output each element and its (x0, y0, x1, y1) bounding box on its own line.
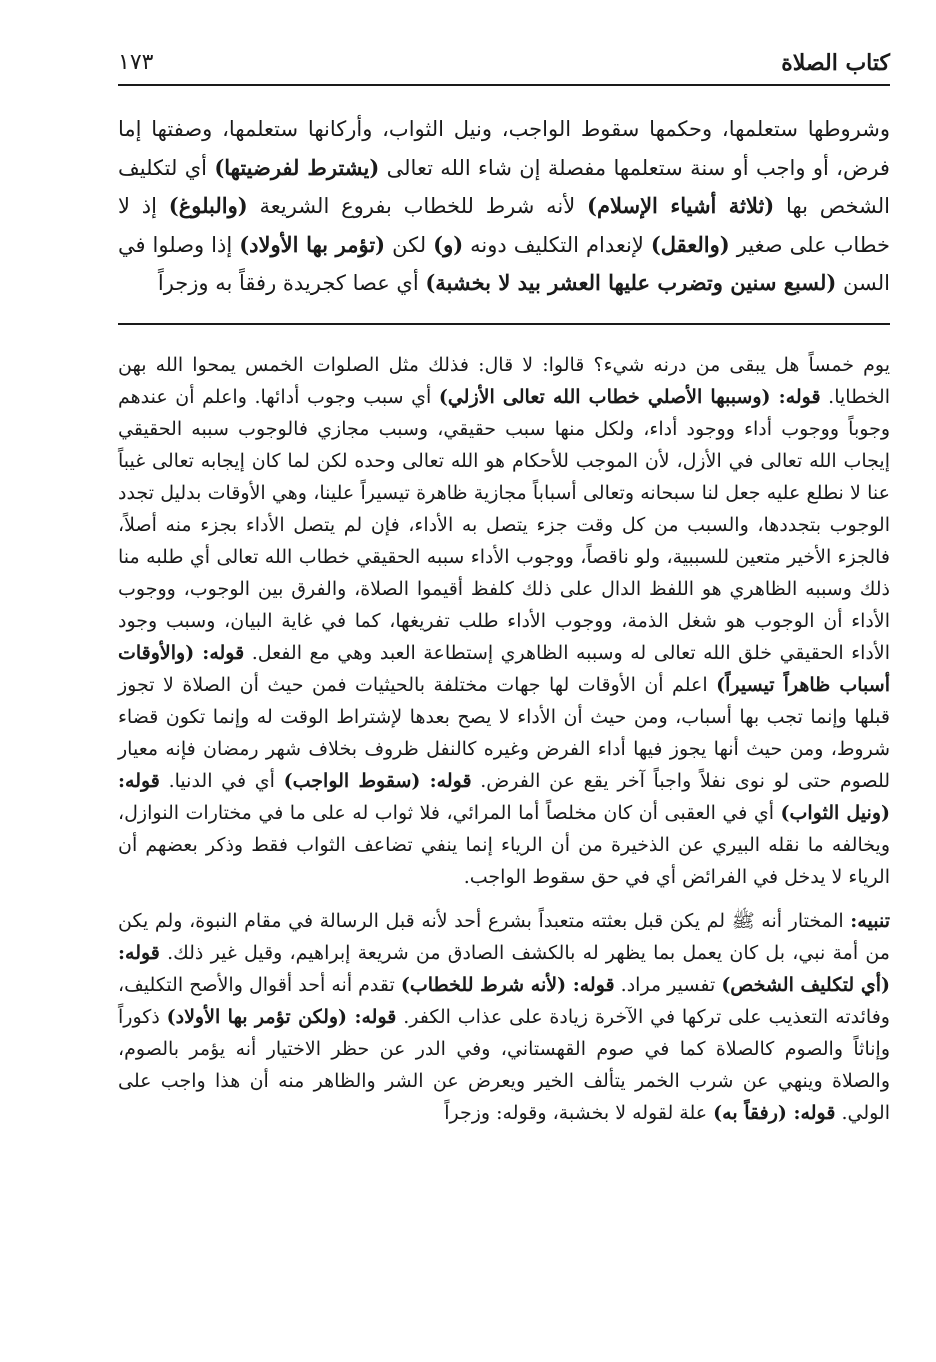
main-text-segment: وشروطها ستعلمها، وحكمها سقوط الواجب، ونيل الثواب، وأركانها ستعلمها، وصفتها إما فرض، أو واجب أو سنة ستعلمها مفصلة إن شاء الله تعالى (118, 117, 890, 180)
main-text-bold-phrase: (تؤمر بها الأولاد) (239, 231, 386, 257)
main-text-bold-phrase: (يشترط لفرضيتها) (214, 154, 380, 180)
commentary-bold-phrase: قوله: (أي لتكليف الشخص) (118, 941, 890, 996)
commentary-segment: المختار أنه ﷺ لم يكن قبل بعثته متعبداً بشرع أحد لأنه قبل الرسالة في مقام النبوة، ولم يكن من أمة نبي، بل كان يعمل بما يظهر له بالكشف الصادق من شريعة إبراهيم، وقيل غير ذلك. (118, 909, 890, 964)
main-text-segment: أي عصا كجريدة رفقاً به وزجراً (157, 271, 426, 295)
main-text (118, 110, 890, 303)
commentary-segment: اعلم أن الأوقات لها جهات مختلفة بالحيثيات فمن حيث أن الصلاة لا تجوز قبلها وإنما تجب بها أسباب، ومن حيث أن الأداء لا يصح بعدها لإشتراط الوقت له وإنما تكون قضاء شروط، ومن حيث أنها يجوز فيها أداء الفرض وغيره كالنفل ظروف بخلاف شهر رمضان فإنه معيار للصوم حتى لو نوى نفلاً واجباً آخر يقع عن الفرض. (118, 673, 891, 792)
commentary-bold-phrase: قوله: (رفقاً به) (713, 1101, 836, 1124)
commentary-bold-phrase: قوله: (والأوقات أسباب ظاهراً تيسيراً) (118, 641, 890, 696)
commentary-segment: أي في الدنيا. (159, 769, 284, 792)
page-number: ١٧٣ (118, 50, 154, 75)
commentary-bold-phrase: تنبيه: (850, 909, 890, 932)
main-text-segment: إذ لا خطاب على صغير (118, 194, 891, 257)
main-text-segment: أي لتكليف الشخص بها (118, 155, 891, 218)
commentary-bold-phrase: قوله: (ولكن تؤمر بها الأولاد) (166, 1005, 397, 1028)
commentary-segment: علة لقوله لا بخشبة، وقوله: وزجراً (444, 1101, 714, 1124)
commentary-segment: أي سبب وجوب أدائها. واعلم أن عندهم وجوباً ووجوب أداء ووجود أداء، ولكل منها سبب حقيقي، وسبب مجازي فالوجوب سببه الحقيقي إيجاب الله تعالى في الأزل، لأن الموجب للأحكام هو الله تعالى وحده لكن لما كان إيجابه تعالى غيباً عنا لا نطلع عليه جعل لنا سبحانه وتعالى أسباباً مجازية ظاهرة تيسيراً علينا، وهي الأوقات بدليل تجدد الوجوب بتجددها، والسبب من كل وقت جزء يتصل به الأداء، فإن لم يتصل الأداء بجزء منه أصلاً، فالجزء الأخير متعين للسببية، ولو ناقصاً، ووجوب الأداء سببه الحقيقي خطاب الله تعالى أي طلبه منا ذلك وسببه الظاهري هو اللفظ الدال على ذلك كلفظ أقيموا الصلاة، والفرق بين الوجوب، ووجوب الأداء أن الوجوب هو شغل الذمة، ووجوب الأداء طلب تفريغها، كما في غاية البيان، وسبب وجود الأداء الحقيقي خلق الله تعالى له وسببه الظاهري إستطاعة العبد وهي مع الفعل. (118, 385, 890, 664)
main-text-bold-phrase: (ثلاثة أشياء الإسلام) (587, 193, 775, 218)
main-text-segment: إذا وصلوا في السن (118, 232, 890, 295)
commentary-bold-phrase: قوله: (لأنه شرط للخطاب) (400, 973, 615, 996)
commentary-bold-phrase: قوله: (وسببها الأصلي خطاب الله تعالى الأزلي) (438, 385, 821, 408)
commentary-segment: ذكوراً وإناثاً والصوم كالصلاة كما في صوم القهستاني، وفي الدر عن حظر الاختيار أنه يؤمر بالصوم، والصلاة وينهي عن شرب الخمر يتألف الخير ويعرض عن الشر والظاهر منه أن هذا واجب على الولي. (118, 1005, 890, 1124)
main-text-segment: لأنه شرط للخطاب بفروع الشريعة (247, 194, 588, 218)
commentary-segment: أي في العقبى أن كان مخلصاً أما المرائي، فلا ثواب له على ما في مختارات النوازل، ويخالفه ما نقله البيري عن الذخيرة من أن الرياء إنما ينفي تضاعف الثواب فقط وذكر بعضهم أن الرياء لا يدخل في الفرائض أي في حق سقوط الواجب. (118, 801, 890, 888)
commentary-segment: تقدم أنه أحد أقوال والأصح التكليف، وفائدته التعذيب على تركها في الآخرة زيادة على عذاب الكفر. (118, 973, 890, 1028)
commentary-paragraph (118, 905, 890, 1129)
commentary-paragraph (118, 349, 890, 893)
separator-line (118, 323, 890, 325)
book-page (118, 40, 890, 1340)
commentary-segment: يوم خمساً هل يبقى من درنه شيء؟ قالوا: لا قال: فذلك مثل الصلوات الخمس يمحوا الله بهن الخطايا. (118, 353, 891, 408)
book-title: كتاب الصلاة (781, 50, 890, 76)
page-header (118, 40, 890, 86)
main-text-segment: لإنعدام التكليف دونه (463, 232, 651, 257)
main-text-segment: لكن (385, 232, 434, 257)
main-text-bold-phrase: (والعقل) (650, 231, 730, 257)
main-text-bold-phrase: (والبلوغ) (168, 193, 248, 218)
main-text-bold-phrase: (لسبع سنين وتضرب عليها العشر بيد لا بخشبة) (425, 270, 837, 295)
commentary-bold-phrase: قوله: (ونيل الثواب) (118, 769, 890, 824)
main-text-bold-phrase: (و) (433, 231, 464, 257)
commentary-bold-phrase: قوله: (سقوط الواجب) (283, 769, 472, 792)
commentary (118, 349, 890, 1129)
commentary-segment: تفسير مراد. (614, 973, 722, 996)
